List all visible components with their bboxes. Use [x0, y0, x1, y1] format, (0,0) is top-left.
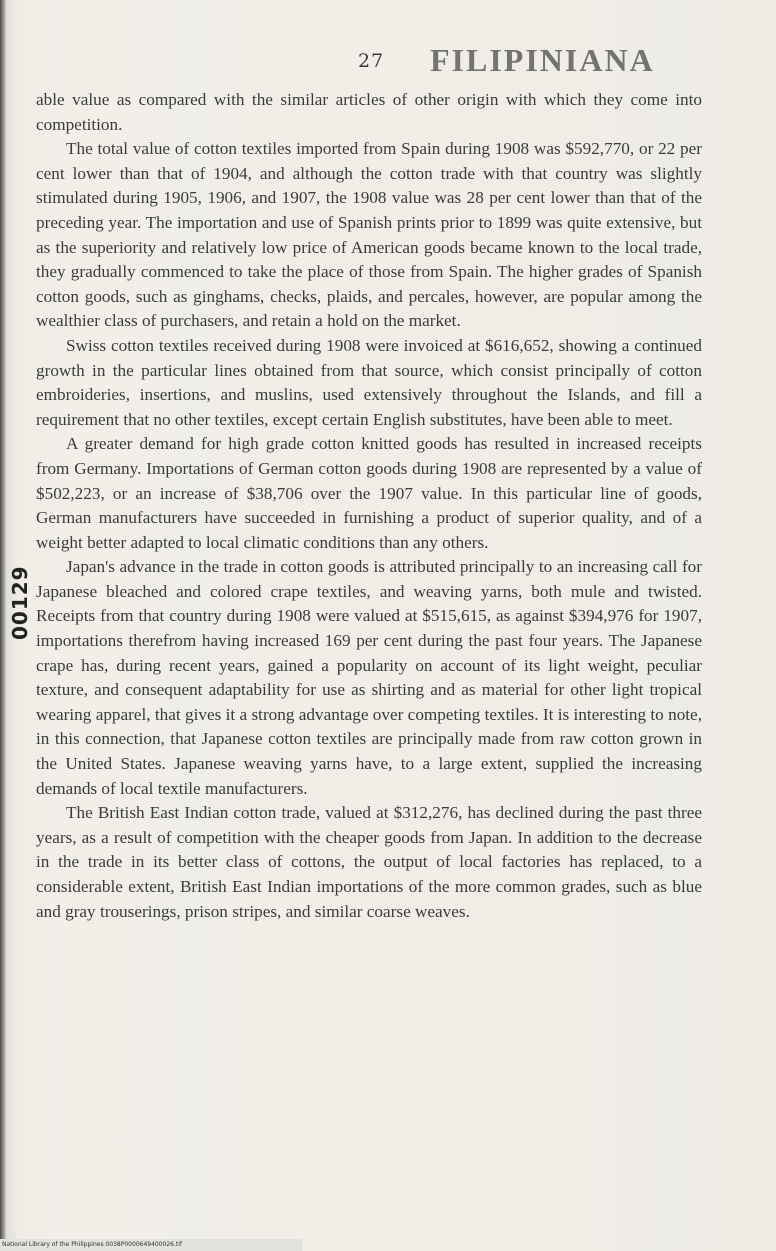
paragraph-germany: A greater demand for high grade cotton knitted goods has resulted in increased receipts from Germany. Importations of German cotton goods during 1908 are represented by a value of $502,223, or an increase of $38,706 over the 1907 value. In this particular line of goods, German manufacturers have succeeded in furnishing a product of superior quality, and of a weight better adapted to local climatic conditions than any others.: [36, 434, 702, 552]
paragraph-british-east-indian: The British East Indian cotton trade, valued at $312,276, has declined during the past three years, as a result of competition with the cheaper goods from Japan. In addition to the decrease in the trade in its better class of cottons, the output of local factories has replaced, to a considerable extent, British East Indian importations of the more common grades, such as blue and gray trouserings, prison stripes, and similar coarse weaves.: [36, 803, 702, 921]
paragraph-continuation: able value as compared with the similar articles of other origin with which they come into competition.: [36, 90, 702, 134]
paragraph-japan: Japan's advance in the trade in cotton goods is attributed principally to an increasing call for Japanese bleached and colored crape textiles, and weaving yarns, both mule and twisted. Receipts from that country during 1908 were valued at $515,615, as against $394,976 for 1907, importations therefrom having increased 169 per cent during the past four years. The Japanese crape has, during recent years, gained a popularity on account of its light weight, peculiar texture, and consequent adaptability for use as shirting and as material for other light tropical wearing apparel, that gives it a strong advantage over competing textiles. It is interesting to note, in this connection, that Japanese cotton textiles are principally made from raw cotton grown in the United States. Japanese weaving yarns have, to a large extent, supplied the increasing demands of local textile manufacturers.: [36, 557, 702, 798]
paragraph-spain: The total value of cotton textiles imported from Spain during 1908 was $592,770, or 22 per cent lower than that of 1904, and although the cotton trade with that country was slightly stimulated during 1905, 1906, and 1907, the 1908 value was 28 per cent lower than that of the preceding year. The importation and use of Spanish prints prior to 1899 was quite extensive, but as the superiority and relatively low price of American goods became known to the local trade, they gradually commenced to take the place of those from Spain. The higher grades of Spanish cotton goods, such as ginghams, checks, plaids, and percales, however, are popular among the wealthier class of purchasers, and retain a hold on the market.: [36, 139, 702, 331]
margin-note-text: 00129: [8, 565, 32, 640]
paragraph-swiss: Swiss cotton textiles received during 1908 were invoiced at $616,652, showing a continued growth in the particular lines obtained from that source, which consist principally of cotton embroideries, insertions, and muslins, used extensively throughout the Islands, and fill a requirement that no other textiles, except certain English substitutes, have been able to meet.: [36, 335, 702, 429]
page-header: [0, 42, 776, 86]
body-text: [36, 88, 702, 924]
scan-footer: National Library of the Philippines 0038P0000649400026.tif: [0, 1239, 302, 1251]
page-number: 27: [358, 50, 385, 72]
handwritten-margin-note: [6, 530, 32, 650]
library-stamp: FILIPINIANA: [430, 42, 655, 78]
